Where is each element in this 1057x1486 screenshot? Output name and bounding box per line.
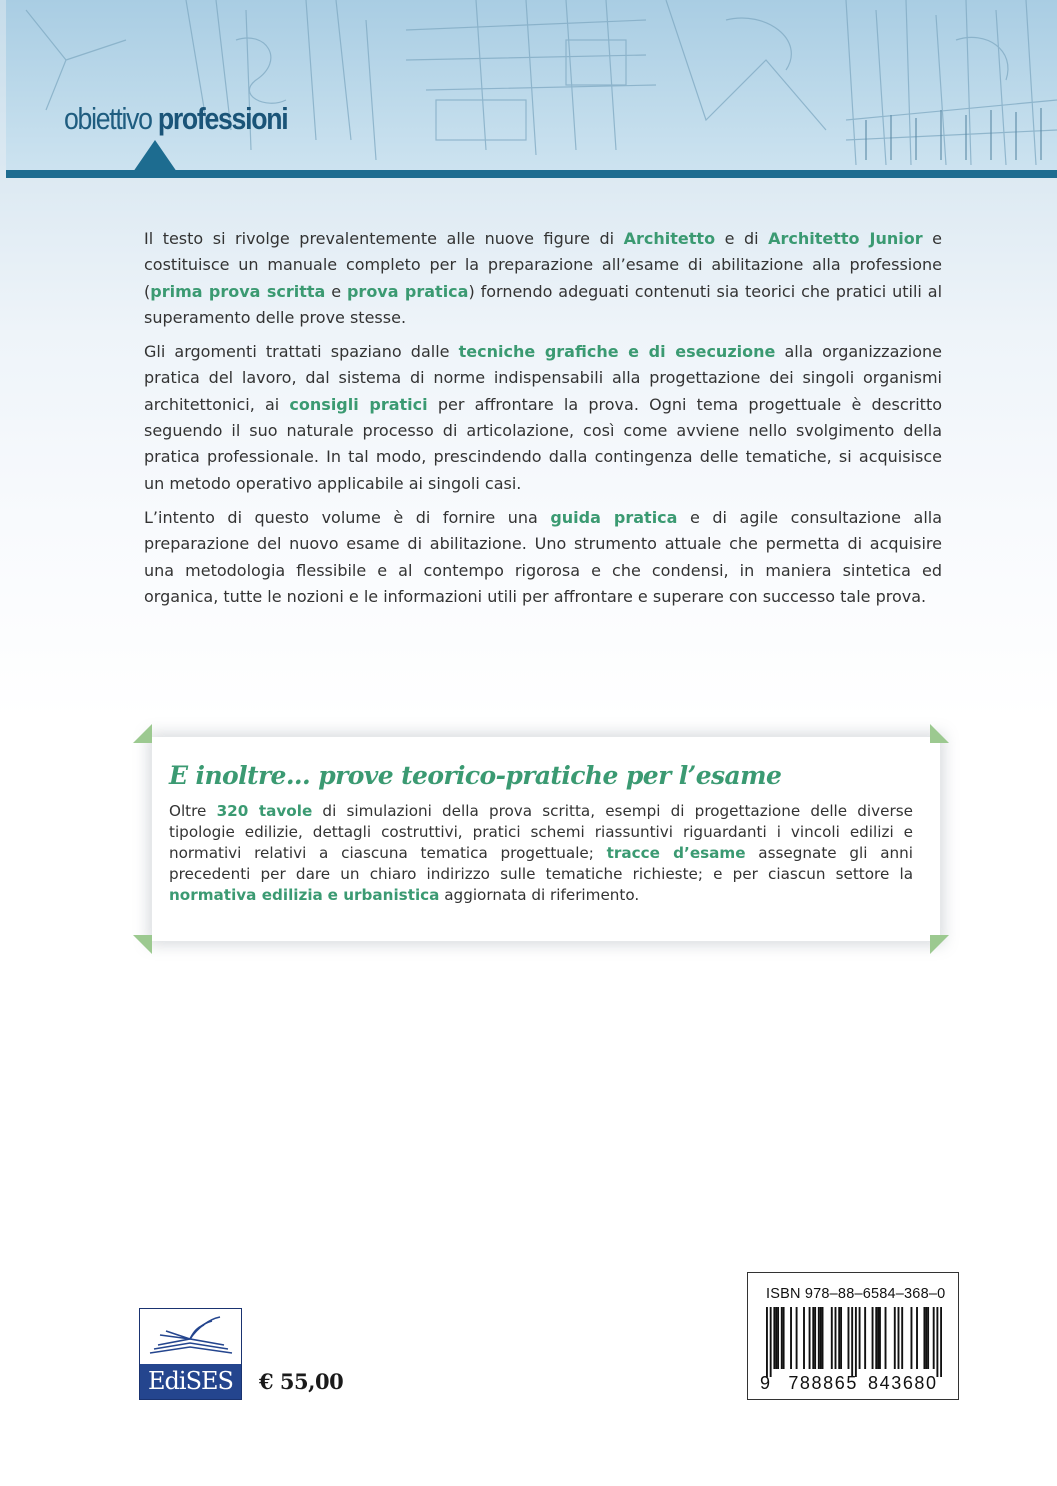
highlight-term: prova pratica	[346, 281, 469, 301]
barcode-bars	[766, 1307, 942, 1377]
barcode-bar	[838, 1307, 840, 1369]
text-segment: e	[325, 281, 347, 301]
series-title-bold: professioni	[157, 101, 288, 136]
description-paragraph	[144, 339, 942, 497]
barcode-bar	[781, 1307, 783, 1369]
barcode-bar	[933, 1307, 935, 1369]
highlight-term: e urbanistica	[327, 886, 440, 904]
text-segment: per affrontare la prova. Ogni tema progettuale è descritto seguendo il suo naturale processo di articolazione, così come avviene nello svolgimento della pratica professionale. In tal modo, prescindendo dalla contingenza delle tematiche, si acquisisce un metodo operativo applicabile ai singoli casi.	[144, 394, 942, 493]
text-segment: di simulazioni della prova scritta, esempi di progettazione delle diverse tipologie edilizie, dettagli costruttivi, pratici schemi riassuntivi riguardanti i vincoli edilizi e normativi relativi a ciascuna tematica progettuale;	[169, 802, 913, 862]
barcode-bar	[916, 1307, 918, 1369]
barcode-bar	[777, 1307, 779, 1369]
barcode-bar	[803, 1307, 805, 1369]
highlight-term: prima prova scritta	[150, 281, 326, 301]
barcode-bar	[936, 1307, 938, 1377]
barcode-bar	[840, 1307, 842, 1369]
text-segment: L’intento di questo volume è di fornire una	[144, 507, 551, 527]
highlight-term: tecniche grafiche e di esecuzione	[458, 342, 776, 362]
barcode-bar	[923, 1307, 925, 1369]
text-segment: assegnate gli anni precedenti per dare un chiaro indirizzo sulle tematiche richieste; e per ciascun settore la	[169, 844, 913, 883]
highlight-term: normativa edilizia	[169, 886, 323, 904]
barcode-digits	[760, 1373, 952, 1394]
description-paragraph	[144, 505, 942, 610]
highlight-term: consigli pratici	[289, 394, 428, 414]
barcode-bar	[818, 1307, 820, 1369]
barcode-bar	[820, 1307, 822, 1369]
barcode-digits-right: 843680	[867, 1373, 938, 1393]
extra-info-text	[169, 801, 913, 906]
publisher-name: EdiSES	[148, 1367, 233, 1395]
barcode-bar	[822, 1307, 824, 1369]
series-title-light: obiettivo	[64, 101, 152, 136]
barcode-bar	[790, 1307, 792, 1369]
box-corner-top-left	[133, 724, 152, 743]
highlight-term: tracce d’esame	[606, 844, 746, 862]
text-segment: e costituisce un manuale completo per la preparazione all’esame di abilitazione alla professione (	[144, 229, 943, 301]
text-segment: Gli argomenti trattati spaziano dalle	[144, 342, 459, 362]
barcode-bar	[898, 1307, 900, 1369]
isbn-label: ISBN 978–88–6584–368–0	[766, 1286, 946, 1302]
series-title	[64, 101, 287, 141]
barcode-bar	[877, 1307, 879, 1369]
barcode-bar	[775, 1307, 777, 1369]
barcode-bar	[796, 1307, 798, 1369]
text-segment: e di agile consultazione alla preparazione del nuovo esame di abilitazione. Uno strumento attuale che permetta di acquisire una metodologia flessibile e al contempo rigorosa e che condensi, in maniera sintetica ed organica, tutte le nozioni e le informazioni utili per affrontare e superare con successo tale prova.	[144, 507, 943, 606]
highlight-term: 320 tavole	[216, 802, 313, 820]
barcode-bar	[894, 1307, 896, 1369]
publisher-logo	[139, 1308, 242, 1400]
barcode-bar	[766, 1307, 768, 1377]
barcode-bar	[770, 1307, 772, 1377]
text-segment: aggiornata di riferimento.	[439, 886, 640, 904]
text-segment: Il testo si rivolge prevalentemente alle nuove figure di	[144, 229, 624, 248]
price-label: € 55,00	[259, 1369, 344, 1394]
barcode-bar	[927, 1307, 929, 1369]
box-corner-top-right	[930, 724, 949, 743]
text-segment: ) fornendo adeguati contenuti sia teorici che pratici utili al superamento delle prove stesse.	[144, 281, 943, 327]
highlight-term: guida pratica	[550, 507, 678, 527]
barcode-bar	[773, 1307, 775, 1369]
barcode-bar	[814, 1307, 816, 1369]
barcode-bar	[848, 1307, 850, 1369]
publisher-logo-emblem	[140, 1309, 241, 1366]
barcode-bar	[783, 1307, 785, 1369]
highlight-term: Architetto	[623, 229, 716, 248]
barcode-bar	[925, 1307, 927, 1369]
box-corner-bottom-left	[133, 935, 152, 954]
barcode-bar	[812, 1307, 814, 1369]
barcode-bar	[855, 1307, 857, 1377]
barcode-bar	[809, 1307, 811, 1369]
barcode-bar	[831, 1307, 833, 1369]
description-text	[144, 226, 942, 618]
description-paragraph	[144, 226, 942, 331]
barcode-box	[747, 1272, 959, 1400]
barcode-bar	[859, 1307, 861, 1369]
barcode-bar	[835, 1307, 837, 1369]
barcode-bar	[851, 1307, 853, 1377]
text-segment: alla organizzazione pratica del lavoro, dal sistema di norme indispensabili alla progettazione dei singoli organismi architettonici, ai	[144, 342, 942, 414]
text-segment: Oltre	[169, 802, 217, 820]
barcode-bar	[864, 1307, 866, 1369]
barcode-digit-first: 9	[760, 1373, 771, 1393]
barcode-bar	[879, 1307, 881, 1369]
barcode-bar	[885, 1307, 887, 1369]
extra-info-title: E inoltre... prove teorico-pratiche per l’esame	[169, 761, 782, 790]
header-notch-triangle	[133, 140, 177, 172]
barcode-digits-left: 788865	[788, 1373, 858, 1393]
barcode-bar	[872, 1307, 874, 1369]
barcode-bar	[940, 1307, 942, 1377]
highlight-term: Architetto Junior	[768, 229, 923, 248]
box-corner-bottom-right	[930, 935, 949, 954]
barcode-bar	[911, 1307, 913, 1369]
text-segment: e di	[715, 229, 769, 248]
barcode-bar	[875, 1307, 877, 1369]
open-book-icon	[140, 1309, 241, 1364]
barcode-bar	[901, 1307, 903, 1369]
